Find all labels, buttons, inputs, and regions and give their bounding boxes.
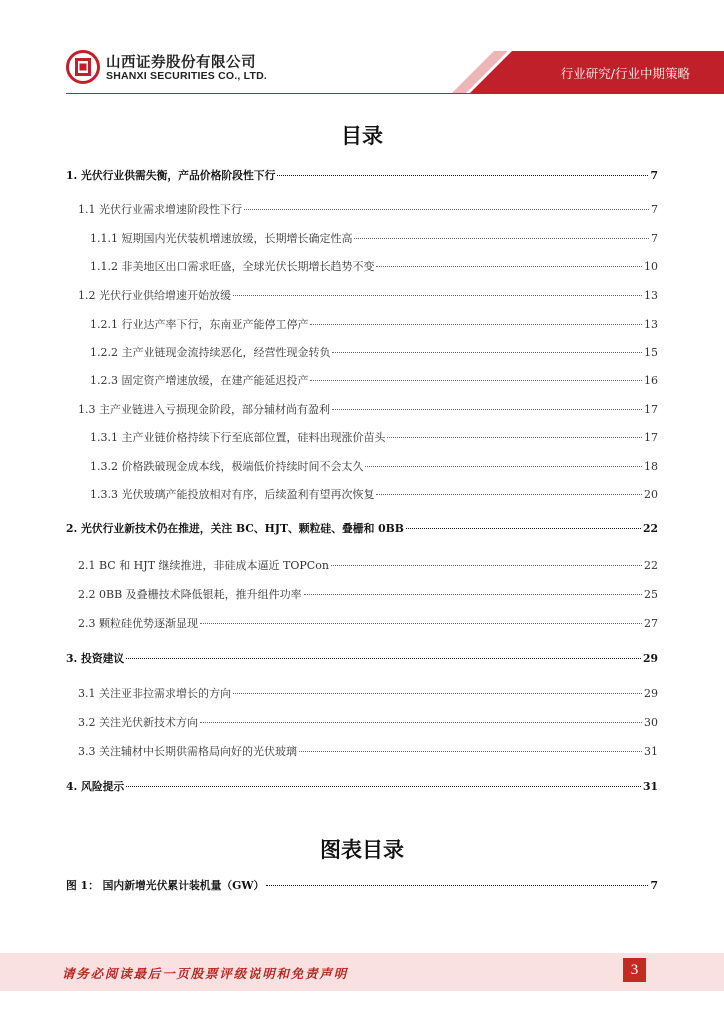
toc-entry[interactable] [66, 168, 658, 184]
toc-entry-label: 1.3 主产业链进入亏损现金阶段，部分辅材尚有盈利 [78, 403, 330, 416]
toc-entry-page: 13 [644, 318, 658, 331]
toc-entry-page: 7 [651, 203, 658, 216]
page-number: 3 [623, 958, 646, 982]
toc-entry-label: 1.2.2 主产业链现金流持续恶化，经营性现金转负 [90, 346, 331, 359]
toc-entry[interactable] [78, 744, 658, 760]
toc-entry-page: 20 [644, 488, 658, 501]
toc-entry[interactable] [90, 259, 658, 275]
toc-entry[interactable] [78, 402, 658, 418]
toc-entry-page: 18 [644, 460, 658, 473]
toc-entry-page: 10 [644, 260, 658, 273]
toc-entry-label: 3. 投资建议 [66, 652, 125, 665]
toc-entry[interactable] [90, 231, 658, 247]
toc-entry-label: 4. 风险提示 [66, 780, 125, 793]
figure-entry-label: 图 1： 国内新增光伏累计装机量（GW） [66, 879, 265, 892]
toc-entry[interactable] [78, 715, 658, 731]
toc-entry[interactable] [78, 686, 658, 702]
toc-entry-label: 3.2 关注光伏新技术方向 [78, 716, 198, 729]
toc-entry[interactable] [78, 288, 658, 304]
toc-entry-page: 16 [644, 374, 658, 387]
toc-entry-page: 29 [644, 687, 658, 700]
toc-entry-page: 22 [644, 559, 658, 572]
toc-entry[interactable] [90, 373, 658, 389]
figure-entry[interactable] [66, 878, 658, 894]
toc-entry-page: 13 [644, 289, 658, 302]
toc-entry-label: 1.3.1 主产业链价格持续下行至底部位置，硅料出现涨价苗头 [90, 431, 386, 444]
toc-entry-label: 1.2 光伏行业供给增速开始放缓 [78, 289, 231, 302]
toc-entry[interactable] [90, 430, 658, 446]
toc-entry-label: 1.3.3 光伏玻璃产能投放相对有序，后续盈利有望再次恢复 [90, 488, 375, 501]
company-name-en: SHANXI SECURITIES CO., LTD. [106, 70, 267, 82]
toc-entry-page: 22 [642, 522, 658, 535]
toc-entry-page: 7 [651, 232, 658, 245]
toc-entry-page: 7 [650, 169, 658, 182]
toc-entry-label: 1.1.1 短期国内光伏装机增速放缓，长期增长确定性高 [90, 232, 353, 245]
toc-entry[interactable] [90, 317, 658, 333]
footer-disclaimer: 请务必阅读最后一页股票评级说明和免责声明 [62, 966, 349, 981]
toc-entry-label: 2.2 0BB 及叠栅技术降低银耗，推升组件功率 [78, 588, 302, 601]
toc-entry[interactable] [78, 587, 658, 603]
toc-entry[interactable] [90, 345, 658, 361]
toc-entry-label: 2.1 BC 和 HJT 继续推进，非硅成本逼近 TOPCon [78, 559, 329, 572]
toc-entry-label: 1.1.2 非美地区出口需求旺盛，全球光伏长期增长趋势不变 [90, 260, 375, 273]
toc-entry[interactable] [78, 558, 658, 574]
toc-entry-page: 27 [644, 617, 658, 630]
toc-entry-page: 30 [644, 716, 658, 729]
toc-entry-label: 1.2.1 行业达产率下行，东南亚产能停工停产 [90, 318, 309, 331]
toc-entry[interactable] [78, 616, 658, 632]
toc-entry-label: 1.2.3 固定资产增速放缓，在建产能延迟投产 [90, 374, 309, 387]
toc-entry-page: 25 [644, 588, 658, 601]
toc-entry[interactable] [66, 779, 658, 795]
header-divider [66, 93, 724, 94]
report-category: 行业研究/行业中期策略 [560, 66, 690, 81]
toc-entry-page: 31 [644, 745, 658, 758]
toc-entry[interactable] [66, 651, 658, 667]
toc-entry[interactable] [66, 521, 658, 537]
company-name-cn: 山西证券股份有限公司 [106, 55, 256, 71]
toc-entry-page: 17 [644, 403, 658, 416]
toc-entry[interactable] [78, 202, 658, 218]
toc-entry-label: 2. 光伏行业新技术仍在推进，关注 BC、HJT、颗粒硅、叠栅和 0BB [66, 522, 404, 535]
toc-title: 目录 [341, 124, 383, 148]
figure-list-title: 图表目录 [320, 838, 404, 862]
toc-entry-label: 3.3 关注辅材中长期供需格局向好的光伏玻璃 [78, 745, 297, 758]
toc-entry[interactable] [90, 487, 658, 503]
toc-entry-page: 15 [644, 346, 658, 359]
toc-entry[interactable] [90, 459, 658, 475]
toc-entry-label: 1.1 光伏行业需求增速阶段性下行 [78, 203, 242, 216]
toc-entry-label: 2.3 颗粒硅优势逐渐显现 [78, 617, 198, 630]
toc-entry-label: 3.1 关注亚非拉需求增长的方向 [78, 687, 231, 700]
toc-entry-label: 1.3.2 价格跌破现金成本线，极端低价持续时间不会太久 [90, 460, 364, 473]
figure-entry-page: 7 [650, 879, 658, 892]
toc-entry-page: 29 [642, 652, 658, 665]
toc-entry-label: 1. 光伏行业供需失衡，产品价格阶段性下行 [66, 169, 276, 182]
toc-entry-page: 31 [642, 780, 658, 793]
toc-entry-page: 17 [644, 431, 658, 444]
